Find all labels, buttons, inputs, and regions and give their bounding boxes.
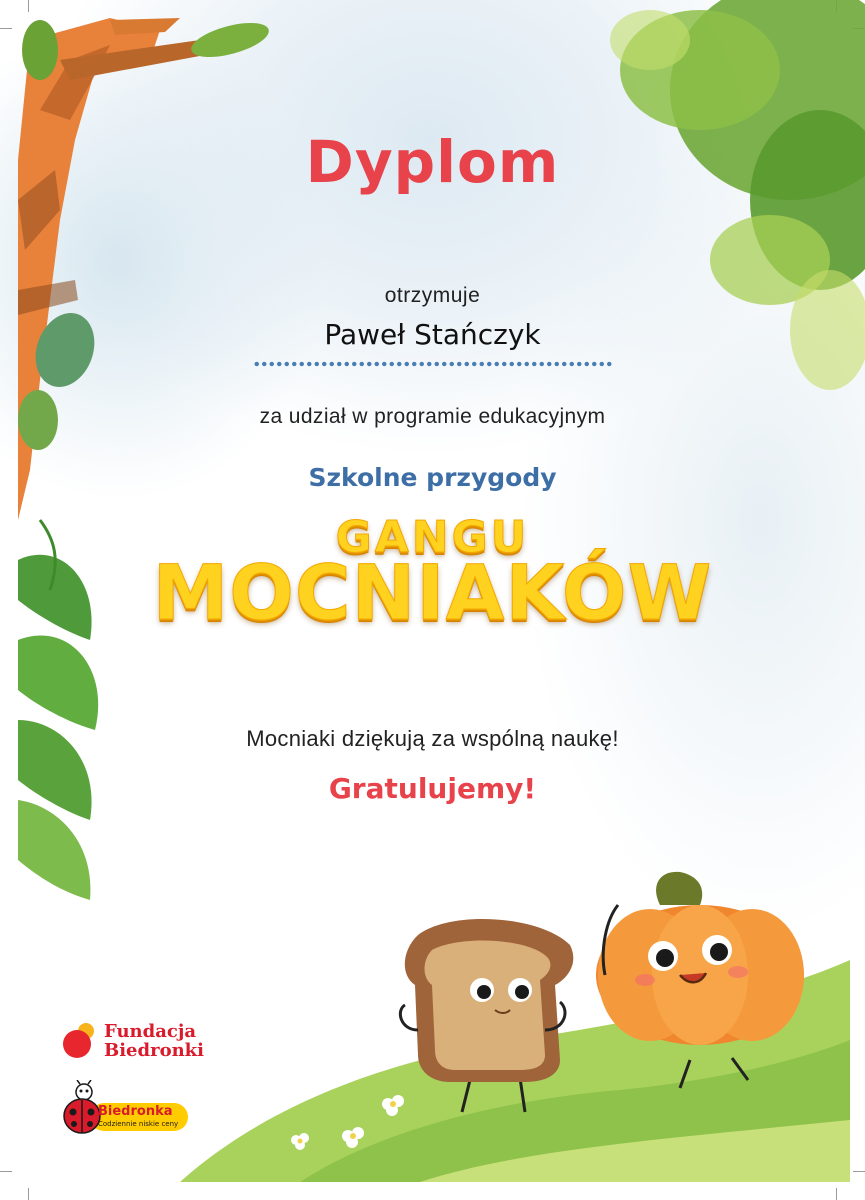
fundacja-biedronki-logo [62,1022,212,1062]
fundacja-mark-icon [62,1022,98,1060]
biedronka-slogan: Codziennie niskie ceny [98,1120,179,1128]
recipient-name: Paweł Stańczyk [324,318,541,351]
diploma-title: Dyplom [305,128,560,196]
fundacja-line2: Biedronki [104,1040,204,1061]
dotted-divider [253,361,613,367]
biedronka-logo [62,1080,192,1136]
receives-label: otrzymuje [384,284,481,307]
program-name: Szkolne przygody [308,463,557,492]
program-logo-line1: GANGU [335,512,530,563]
ladybug-icon [62,1080,102,1136]
biedronka-name: Biedronka [98,1104,173,1119]
program-intro: za udział w programie edukacyjnym [259,405,606,428]
program-logo-line2: MOCNIAKÓW [152,548,713,637]
congrats-text: Gratulujemy! [328,772,537,805]
thanks-text: Mocniaki dziękują za wspólną naukę! [246,726,619,751]
fundacja-line1: Fundacja [104,1021,197,1042]
tree-illustration [18,16,272,520]
